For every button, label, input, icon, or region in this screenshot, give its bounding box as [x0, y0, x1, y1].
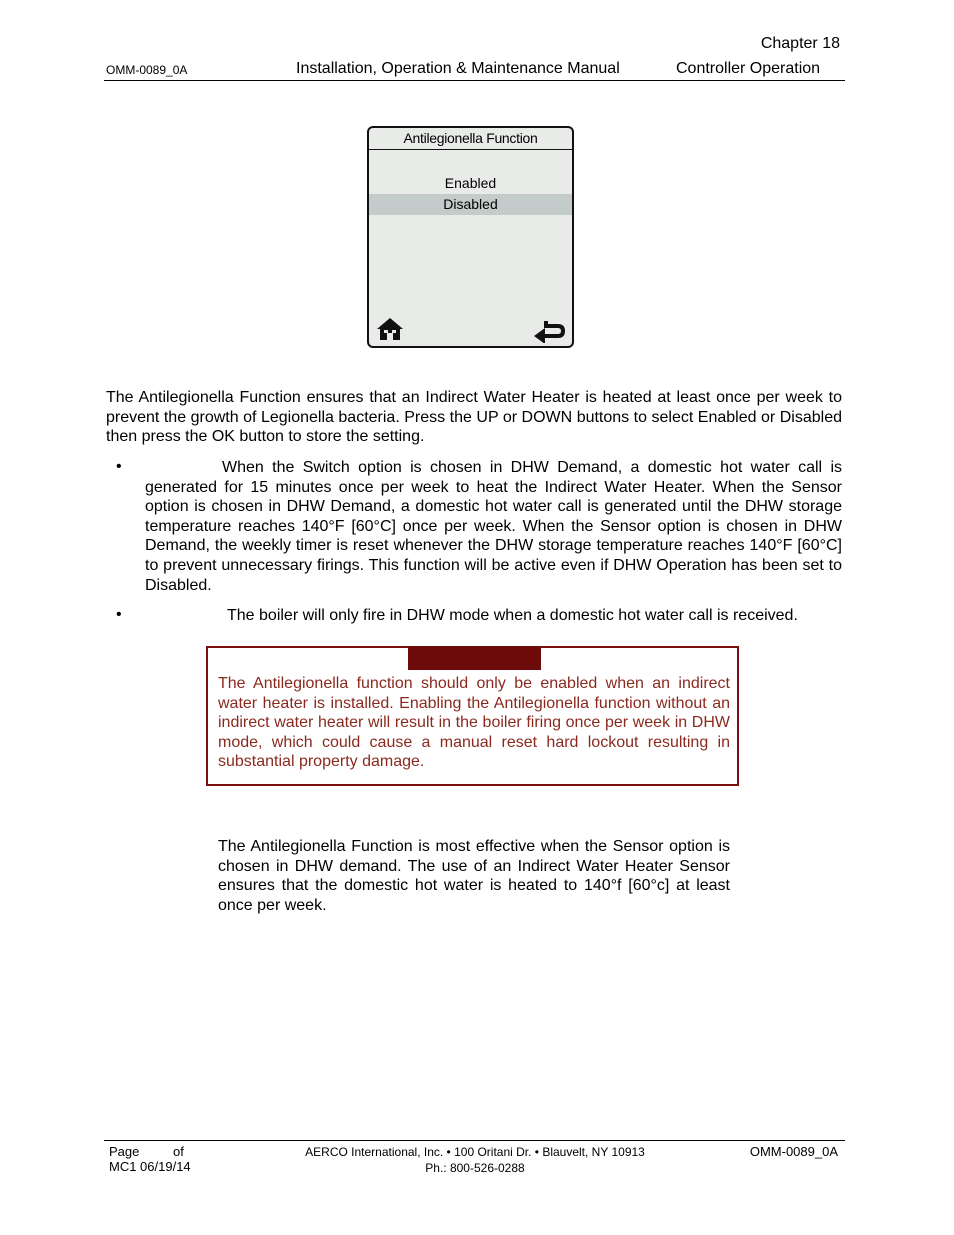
footer-rule [104, 1140, 845, 1141]
footer-doc-number: OMM-0089_0A [749, 1144, 838, 1159]
footer-address: AERCO International, Inc. • 100 Oritani Dr. • Blauvelt, NY 10913 [305, 1145, 645, 1159]
header-doc-number: OMM-0089_0A [106, 63, 188, 77]
back-arrow-icon[interactable] [532, 317, 566, 343]
intro-paragraph: The Antilegionella Function ensures that an Indirect Water Heater is heated at least once per week to prevent the growth of Legionella bacteria. Press the UP or DOWN buttons to select Enabled or Disabled then press the OK button to store the setting. [106, 389, 842, 446]
home-icon[interactable] [376, 316, 404, 342]
bullet-marker: • [116, 606, 122, 623]
caution-box [206, 646, 739, 786]
caution-text: The Antilegionella function should only be enabled when an indirect water heater is installed. Enabling the Antilegionella function without an indirect water heater will result in the boiler firing once per week in DHW mode, which could cause a manual reset hard lockout resulting in substantial property damage. [218, 675, 730, 771]
footer-phone: Ph.: 800-526-0288 [425, 1161, 525, 1175]
footer-page-label: Page [109, 1144, 140, 1159]
caution-header-bar [408, 646, 541, 670]
controller-screen [367, 126, 574, 348]
option-enabled[interactable]: Enabled [444, 175, 497, 191]
header-rule [104, 80, 845, 81]
footer-of-label: of [173, 1144, 184, 1159]
bullet-marker: • [116, 458, 122, 475]
screen-divider [369, 149, 572, 150]
manual-title: Installation, Operation & Maintenance Manual [296, 60, 620, 77]
screen-title: Antilegionella Function [403, 130, 538, 146]
option-disabled-selected[interactable]: Disabled [369, 194, 572, 215]
chapter-label: Chapter 18 [760, 35, 840, 52]
bullet-disabled-text: The boiler will only fire in DHW mode when a domestic hot water call is received. [227, 607, 798, 624]
bullet-enabled-text: When the Switch option is chosen in DHW Demand, a domestic hot water call is generated for 15 minutes once per week to heat the Indirect Water Heater. When the Sensor option is chosen in DHW Demand, a domestic hot water call is generated until the DHW storage temperature reaches 140°F [60°C] once per week. When the Sensor option is chosen in DHW Demand, the weekly timer is reset whenever the DHW storage temperature reaches 140°F [60°C] to prevent unnecessary firings. This function will be active even if DHW Operation has been set to Disabled. [145, 459, 842, 594]
section-title: Controller Operation [676, 60, 821, 77]
note-paragraph: The Antilegionella Function is most effective when the Sensor option is chosen in DHW demand. The use of an Indirect Water Heater Sensor ensures that the domestic hot water is heated to 140°f [60°c] at least once per week. [218, 838, 730, 914]
footer-revision: MC1 06/19/14 [109, 1159, 191, 1174]
